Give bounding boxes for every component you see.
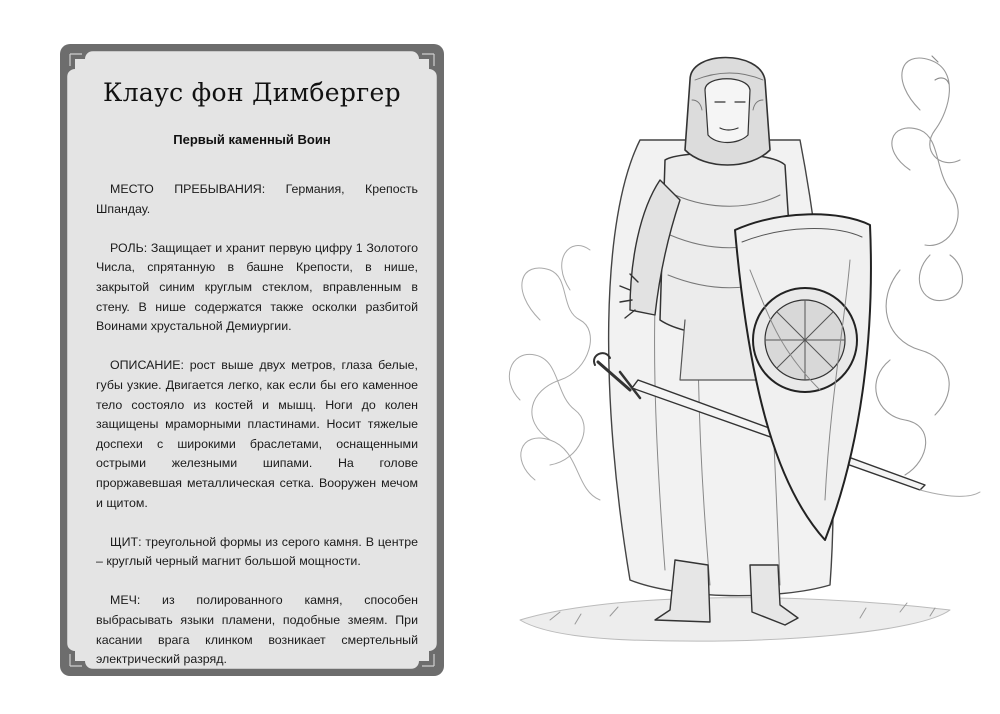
card-body	[96, 180, 418, 670]
character-card	[60, 44, 444, 676]
shield-paragraph: ЩИТ: треугольной формы из серого камня. В центре – круглый черный магнит большой мощности.	[96, 534, 418, 569]
sword-paragraph: МЕЧ: из полированного камня, способен выбрасывать языки пламени, подобные змеям. При касании врага клинком возникает смертельный электрический разряд.	[96, 593, 418, 667]
corner-ornament-icon	[67, 51, 93, 77]
description-paragraph: ОПИСАНИЕ: рост выше двух метров, глаза белые, губы узкие. Двигается легко, как если бы его каменное тело состояло из костей и мышц. Ноги до колен защищены мраморными пластинами. Носит тяжелые доспехи с широкими браслетами, оснащенными острыми железными шипами. На голове проржавевшая металлическая сетка. Вооружен мечом и щитом.	[96, 358, 418, 510]
flame-serpents	[876, 56, 963, 475]
card-title: Клаус фон Димбергер	[103, 78, 401, 107]
card-panel	[67, 51, 437, 669]
corner-ornament-icon	[67, 643, 93, 669]
energy-wisps	[509, 246, 600, 500]
warrior-illustration	[480, 20, 990, 700]
corner-ornament-icon	[411, 51, 437, 77]
ground-sketch	[520, 598, 950, 641]
role-paragraph: РОЛЬ: Защищает и хранит первую цифру 1 Золотого Числа, спрятанную в башне Крепости, в нише, закрытой синим круглым стеклом, вправленным в стену. В нише содержатся также осколки разбитой Воинами хрустальной Демиургии.	[96, 240, 418, 334]
location-paragraph: МЕСТО ПРЕБЫВАНИЯ: Германия, Крепость Шпандау.	[96, 182, 418, 216]
hooded-head	[685, 58, 770, 166]
card-subtitle: Первый каменный Воин	[173, 132, 331, 147]
